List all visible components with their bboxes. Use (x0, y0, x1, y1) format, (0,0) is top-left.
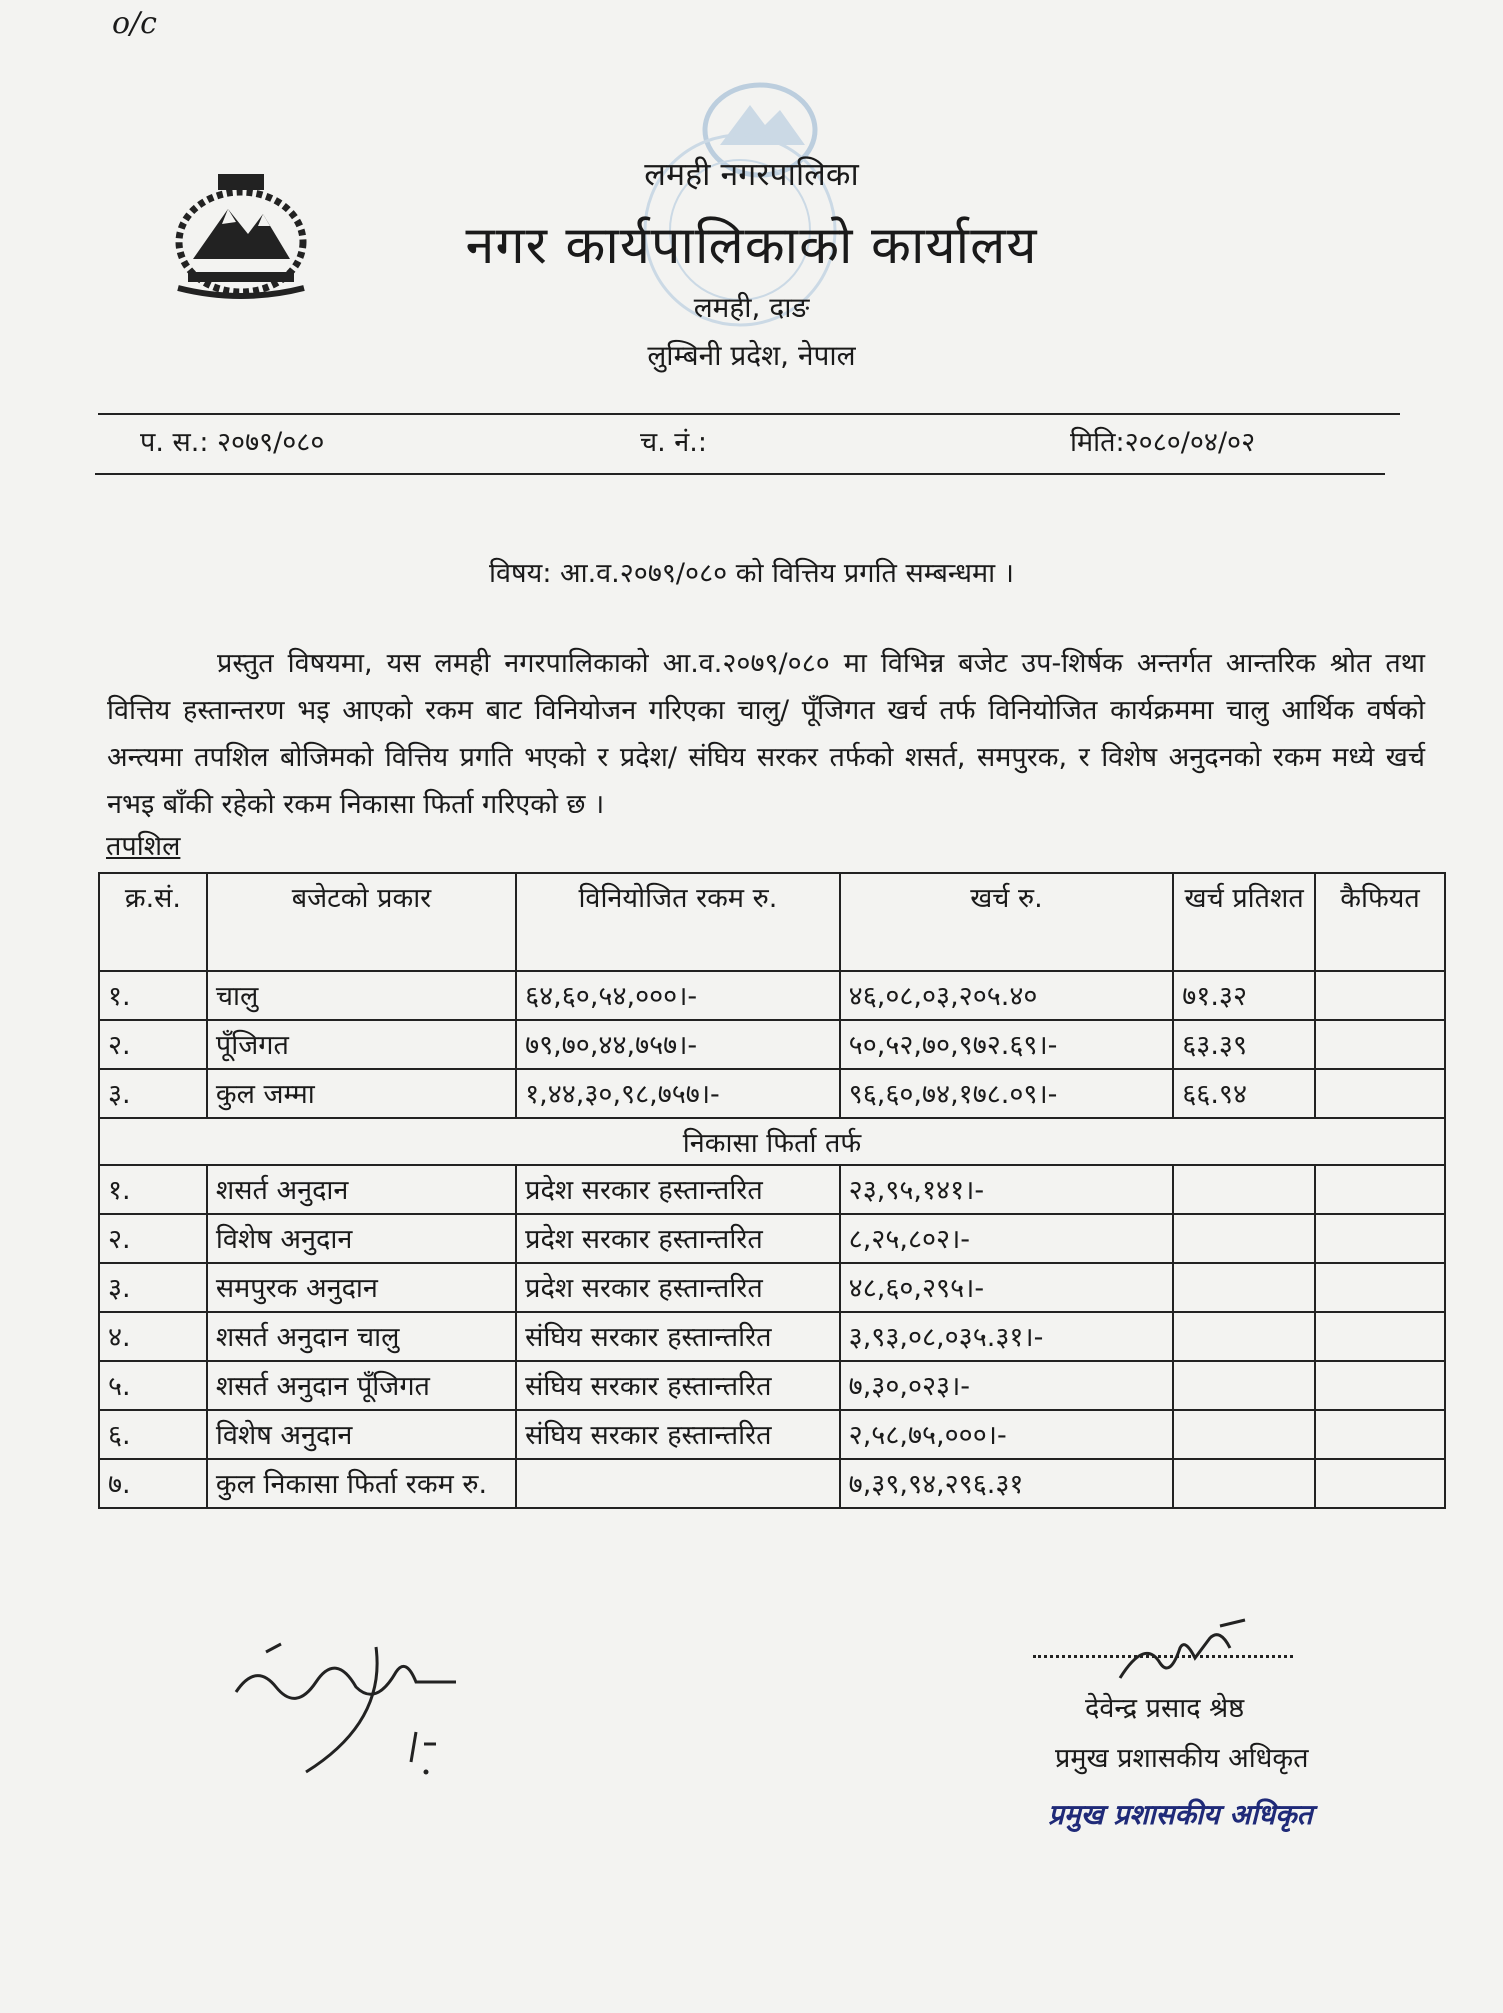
table-cell: २३,९५,१४१।- (840, 1165, 1174, 1214)
table-cell: ४८,६०,२९५।- (840, 1263, 1174, 1312)
table-cell: संघिय सरकार हस्तान्तरित (516, 1312, 840, 1361)
table-cell: ५. (99, 1361, 207, 1410)
address-line-1: लमही, दाङ (693, 291, 810, 324)
table-cell: ७. (99, 1459, 207, 1508)
table-cell: विशेष अनुदान (207, 1410, 516, 1459)
table-cell: २. (99, 1020, 207, 1069)
table-cell (516, 1459, 840, 1508)
col-header: विनियोजित रकम रु. (516, 873, 840, 971)
details-label: तपशिल (106, 831, 181, 862)
office-name: नगर कार्यपालिकाको कार्यालय (465, 216, 1038, 276)
table-row (99, 1410, 1445, 1459)
table-cell: शसर्त अनुदान पूँजिगत (207, 1361, 516, 1410)
table-cell (1315, 1410, 1445, 1459)
table-cell: १,४४,३०,९८,७५७।- (516, 1069, 840, 1118)
table-cell: कुल निकासा फिर्ता रकम रु. (207, 1459, 516, 1508)
signatory-title: प्रमुख प्रशासकीय अधिकृत (1055, 1743, 1309, 1774)
table-row (99, 1263, 1445, 1312)
table-cell: ९६,६०,७४,१७८.०९।- (840, 1069, 1174, 1118)
table-cell: प्रदेश सरकार हस्तान्तरित (516, 1214, 840, 1263)
table-cell: ७९,७०,४४,७५७।- (516, 1020, 840, 1069)
table-cell (1173, 1410, 1315, 1459)
table-cell: २. (99, 1214, 207, 1263)
signatory-name: देवेन्द्र प्रसाद श्रेष्ठ (1085, 1693, 1245, 1724)
col-header: खर्च प्रतिशत (1173, 873, 1315, 971)
table-cell: प्रदेश सरकार हस्तान्तरित (516, 1263, 840, 1312)
section-label: निकासा फिर्ता तर्फ (99, 1118, 1445, 1165)
handwritten-signature-right-icon (1100, 1618, 1270, 1688)
table-cell: ३,९३,०८,०३५.३१।- (840, 1312, 1174, 1361)
table-cell: ५०,५२,७०,९७२.६९।- (840, 1020, 1174, 1069)
col-header: बजेटको प्रकार (207, 873, 516, 971)
body-text: प्रस्तुत विषयमा, यस लमही नगरपालिकाको आ.व.२०७९/०८० मा विभिन्न बजेट उप-शिर्षक अन्तर्गत आन्तरिक श्रोत तथा वित्तिय हस्तान्तरण भइ आएको रकम बाट विनियोजन गरिएका चालु/ पूँजिगत खर्च तर्फ विनियोजित कार्यक्रममा चालु आर्थिक वर्षको अन्त्यमा तपशिल बोजिमको वित्तिय प्रगति भएको र प्रदेश/ संघिय सरकर तर्फको शसर्त, समपुरक, र विशेष अनुदनको रकम मध्ये खर्च नभइ बाँकी रहेको रकम निकासा फिर्ता गरिएको छ । (107, 648, 1425, 820)
table-cell: ७,३०,०२३।- (840, 1361, 1174, 1410)
body-paragraph (107, 640, 1425, 828)
section-row (99, 1118, 1445, 1165)
table-row (99, 1020, 1445, 1069)
table-cell: पूँजिगत (207, 1020, 516, 1069)
table-header-row (99, 873, 1445, 971)
table-cell (1315, 1263, 1445, 1312)
table-cell: ३. (99, 1069, 207, 1118)
table-cell: २,५८,७५,०००।- (840, 1410, 1174, 1459)
corner-note: o/c (112, 6, 157, 41)
table-cell (1173, 1165, 1315, 1214)
table-cell (1315, 1459, 1445, 1508)
signature-line (1033, 1655, 1293, 1658)
table-cell: १. (99, 1165, 207, 1214)
table-cell (1315, 1069, 1445, 1118)
col-header: खर्च रु. (840, 873, 1174, 971)
table-cell: ३. (99, 1263, 207, 1312)
address-line-2: लुम्बिनी प्रदेश, नेपाल (647, 339, 856, 372)
table-cell (1173, 1312, 1315, 1361)
table-cell: प्रदेश सरकार हस्तान्तरित (516, 1165, 840, 1214)
table-row (99, 1312, 1445, 1361)
progress-table (98, 872, 1446, 1509)
table-cell (1173, 1263, 1315, 1312)
table-cell: ४६,०८,०३,२०५.४० (840, 971, 1174, 1020)
table-cell (1315, 1165, 1445, 1214)
table-cell: शसर्त अनुदान चालु (207, 1312, 516, 1361)
table-cell: ६४,६०,५४,०००।- (516, 971, 840, 1020)
table-cell: ४. (99, 1312, 207, 1361)
table-cell (1315, 1312, 1445, 1361)
col-header: क्र.सं. (99, 873, 207, 971)
table-cell (1173, 1214, 1315, 1263)
table-cell (1315, 1214, 1445, 1263)
table-row (99, 1165, 1445, 1214)
table-cell: ६६.९४ (1173, 1069, 1315, 1118)
dispatch-number: च. नं.: (640, 427, 707, 458)
table-row (99, 1459, 1445, 1508)
municipality-name: लमही नगरपालिका (644, 155, 859, 193)
table-cell: चालु (207, 971, 516, 1020)
table-cell: कुल जम्मा (207, 1069, 516, 1118)
table-cell: समपुरक अनुदान (207, 1263, 516, 1312)
table-cell: ६३.३९ (1173, 1020, 1315, 1069)
header-divider-bottom (95, 473, 1385, 475)
table-row (99, 1214, 1445, 1263)
table-cell (1173, 1361, 1315, 1410)
table-cell: ७१.३२ (1173, 971, 1315, 1020)
col-header: कैफियत (1315, 873, 1445, 971)
table-cell: ६. (99, 1410, 207, 1459)
table-cell: संघिय सरकार हस्तान्तरित (516, 1410, 840, 1459)
letter-date: मिति:२०८०/०४/०२ (1070, 427, 1256, 458)
table-cell: ८,२५,८०२।- (840, 1214, 1174, 1263)
table-cell: १. (99, 971, 207, 1020)
table-cell (1315, 971, 1445, 1020)
table-cell: विशेष अनुदान (207, 1214, 516, 1263)
table-row (99, 971, 1445, 1020)
handwritten-signature-left-icon (226, 1632, 476, 1782)
table-row (99, 1069, 1445, 1118)
table-row (99, 1361, 1445, 1410)
table-cell: ७,३९,९४,२९६.३१ (840, 1459, 1174, 1508)
table-cell: संघिय सरकार हस्तान्तरित (516, 1361, 840, 1410)
table-cell: शसर्त अनुदान (207, 1165, 516, 1214)
table-cell (1315, 1361, 1445, 1410)
table-cell (1315, 1020, 1445, 1069)
table-cell (1173, 1459, 1315, 1508)
header-divider-top (98, 413, 1400, 415)
official-seal-text: प्रमुख प्रशासकीय अधिकृत (1048, 1798, 1313, 1831)
subject-line: विषय: आ.व.२०७९/०८० को वित्तिय प्रगति सम्बन्धमा । (489, 558, 1014, 589)
letter-number: प. स.: २०७९/०८० (140, 427, 325, 458)
